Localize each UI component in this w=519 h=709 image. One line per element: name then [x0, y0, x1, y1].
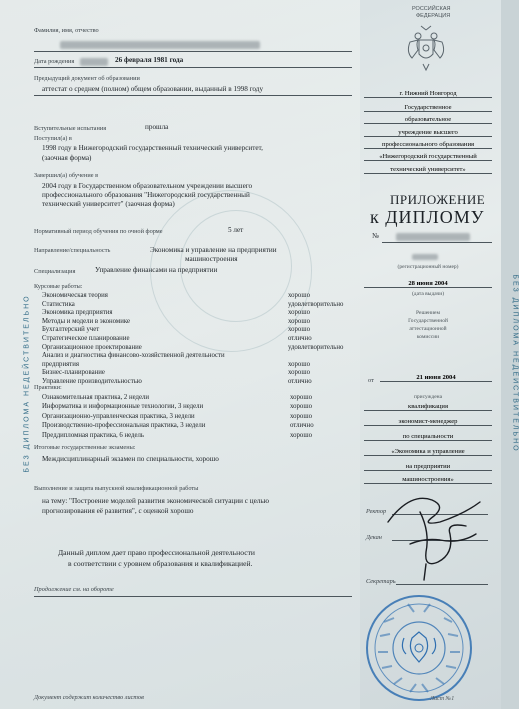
- dob-label: Дата рождения: [34, 58, 75, 65]
- coursework-grade: хорошо: [288, 317, 310, 325]
- entrance-label: Вступительные испытания: [34, 125, 107, 132]
- footer-label: Документ содержит количество листов: [34, 694, 144, 701]
- practice-name: Организационно-управленческая практика, 3 недели: [42, 412, 195, 420]
- norm-period-value: 5 лет: [228, 226, 244, 234]
- coursework-grade: отлично: [288, 378, 312, 385]
- practice-name: Ознакомительная практика, 2 недели: [42, 394, 150, 401]
- decision-1: Решением: [416, 310, 440, 316]
- coursework-grade: хорошо: [288, 369, 310, 377]
- redacted-reg-number: [412, 254, 438, 260]
- coursework-name: Организационное проектирование: [42, 343, 142, 351]
- fio-underline: [34, 51, 352, 52]
- issuer-line: профессионального образования: [364, 141, 492, 149]
- title-line-1: ПРИЛОЖЕНИЕ: [390, 192, 486, 207]
- coursework-name: Экономика предприятия: [42, 309, 113, 317]
- coursework-name: Методы и модели в экономике: [42, 317, 130, 325]
- specialization-value: Управление финансами на предприятии: [95, 266, 218, 274]
- issue-date-caption: (дата выдачи): [411, 291, 445, 297]
- vertical-warning-left: БЕЗ ДИПЛОМА НЕДЕЙСТВИТЕЛЬНО: [23, 294, 31, 473]
- direction-label: Направление/специальность: [34, 247, 111, 254]
- vertical-warning-right: БЕЗ ДИПЛОМА НЕДЕЙСТВИТЕЛЬНО: [511, 274, 519, 453]
- specialty-label: по специальности: [364, 433, 492, 441]
- coursework-grade: отлично: [288, 335, 312, 342]
- number-prefix: №: [372, 232, 379, 240]
- country-line-1: РОССИЙСКАЯ: [412, 6, 451, 12]
- redacted-dob: [80, 58, 108, 66]
- coursework-name: Экономическая теория: [42, 292, 108, 299]
- decision-date: 21 июня 2004: [380, 374, 492, 382]
- number-underline: [382, 242, 492, 243]
- thesis-line-1: на тему: "Построение моделей развития экономической ситуации с целью: [42, 497, 270, 505]
- issue-date: 28 июня 2004: [364, 280, 492, 288]
- prev-doc-label: Предыдущий документ об образовании: [34, 75, 140, 82]
- admitted-value-2: (заочная форма): [42, 154, 92, 162]
- rector-label: Ректор: [366, 508, 387, 515]
- title-line-2: к ДИПЛОМУ: [370, 207, 485, 227]
- prev-doc-underline: [34, 95, 352, 96]
- completed-label: Завершил(а) обучение в: [34, 172, 99, 179]
- admitted-label: Поступил(а) в: [34, 135, 72, 142]
- completed-value-2: профессионального образования "Нижегородский государственный: [42, 191, 250, 199]
- dean-label: Декан: [366, 534, 382, 541]
- dob-underline: [34, 67, 352, 68]
- from-label: от: [368, 377, 374, 384]
- entrance-value: прошла: [145, 123, 169, 131]
- coursework-name: предприятия: [42, 360, 79, 368]
- decision-3: аттестационной: [409, 326, 447, 332]
- qualification-value: экономист-менеджер: [364, 418, 492, 426]
- coursework-grade: удовлетворительно: [288, 300, 344, 308]
- state-exam: Междисциплинарный экзамен по специальности, хорошо: [42, 455, 219, 463]
- coursework-name: Бухгалтерский учет: [42, 326, 100, 334]
- state-exams-label: Итоговые государственные экзамены:: [34, 444, 136, 451]
- redacted-name: [60, 41, 260, 49]
- coursework-label: Курсовые работы:: [34, 283, 83, 290]
- norm-period-label: Нормативный период обучения по очной форме: [34, 228, 163, 235]
- specialization-label: Специализация: [34, 268, 76, 275]
- coursework-name: Стратегическое планирование: [42, 335, 130, 342]
- decision-2: Государственной: [408, 318, 448, 324]
- practice-name: Информатика и информационные технологии, 3 недели: [42, 403, 204, 411]
- city: г. Нижний Новгород: [364, 90, 492, 98]
- coursework-grade: хорошо: [288, 292, 310, 299]
- practice-grade: отлично: [290, 422, 314, 430]
- completed-value-3: технический университет" (заочная форма): [42, 200, 175, 208]
- practice-grade: хорошо: [290, 412, 312, 420]
- sheet-label: Лист №1: [430, 696, 455, 702]
- coursework-grade: хорошо: [288, 309, 310, 317]
- issuer-line: Государственное: [364, 104, 492, 112]
- direction-value-2: машиностроения: [185, 255, 238, 263]
- official-seal-icon: [364, 592, 474, 704]
- issuer-line: технический университет»: [364, 166, 492, 174]
- coursework-name: Анализ и диагностика финансово-хозяйственной деятельности: [42, 352, 225, 360]
- redacted-number: [396, 233, 470, 241]
- secretary-line: [396, 584, 488, 585]
- practice-grade: хорошо: [290, 403, 312, 411]
- specialty-line-3: машиностроения»: [364, 476, 492, 484]
- coursework-grade: удовлетворительно: [288, 343, 344, 351]
- awarded-label: присуждена: [413, 394, 443, 400]
- thesis-label: Выполнение и защита выпускной квалификационной работы: [34, 485, 199, 492]
- country-line-2: ФЕДЕРАЦИЯ: [416, 13, 451, 19]
- thesis-line-2: прогнозирования её развития", с оценкой хорошо: [42, 507, 194, 515]
- coursework-name: Статистика: [42, 300, 75, 308]
- practice-name: Производственно-профессиональная практика, 3 недели: [42, 422, 206, 430]
- continued-label: Продолжение см. на обороте: [34, 586, 114, 593]
- coursework-grade: хорошо: [288, 326, 310, 334]
- practice-label: Практики:: [34, 384, 62, 391]
- continued-underline: [34, 596, 352, 597]
- signature-icon: [380, 482, 492, 582]
- coursework-name: Бизнес-планирование: [42, 369, 105, 377]
- completed-value-1: 2004 году в Государственном образовательном учреждении высшего: [42, 182, 253, 190]
- closing-line-1: Данный диплом дает право профессиональной деятельности: [58, 548, 255, 557]
- dob-value: 26 февраля 1981 года: [115, 56, 184, 64]
- specialty-line-1: «Экономика и управление: [364, 448, 492, 456]
- prev-doc-value: аттестат о среднем (полном) общем образовании, выданный в 1998 году: [42, 85, 264, 93]
- decision-4: комиссии: [416, 334, 440, 340]
- secretary-label: Секретарь: [366, 578, 396, 585]
- fio-label: Фамилия, имя, отчество: [34, 27, 99, 34]
- coat-of-arms-icon: [404, 24, 448, 72]
- practice-grade: хорошо: [290, 394, 312, 401]
- direction-value-1: Экономика и управление на предприятии: [150, 246, 277, 254]
- issuer-line: образовательное: [364, 116, 492, 124]
- qualification-label: квалификация: [364, 403, 492, 411]
- coursework-grade: хорошо: [288, 360, 310, 368]
- issuer-line: «Нижегородский государственный: [364, 153, 492, 161]
- issuer-line: учреждение высшего: [364, 129, 492, 137]
- closing-line-2: в соответствии с уровнем образования и квалификацией.: [68, 559, 253, 568]
- specialty-line-2: на предприятии: [364, 463, 492, 471]
- practice-grade: хорошо: [290, 431, 312, 439]
- admitted-value-1: 1998 году в Нижегородский государственный технический университет,: [42, 144, 263, 152]
- coursework-name: Управление производительностью: [42, 378, 142, 385]
- reg-number-caption: (регистрационный номер): [397, 264, 459, 270]
- practice-name: Преддипломная практика, 6 недель: [42, 431, 144, 439]
